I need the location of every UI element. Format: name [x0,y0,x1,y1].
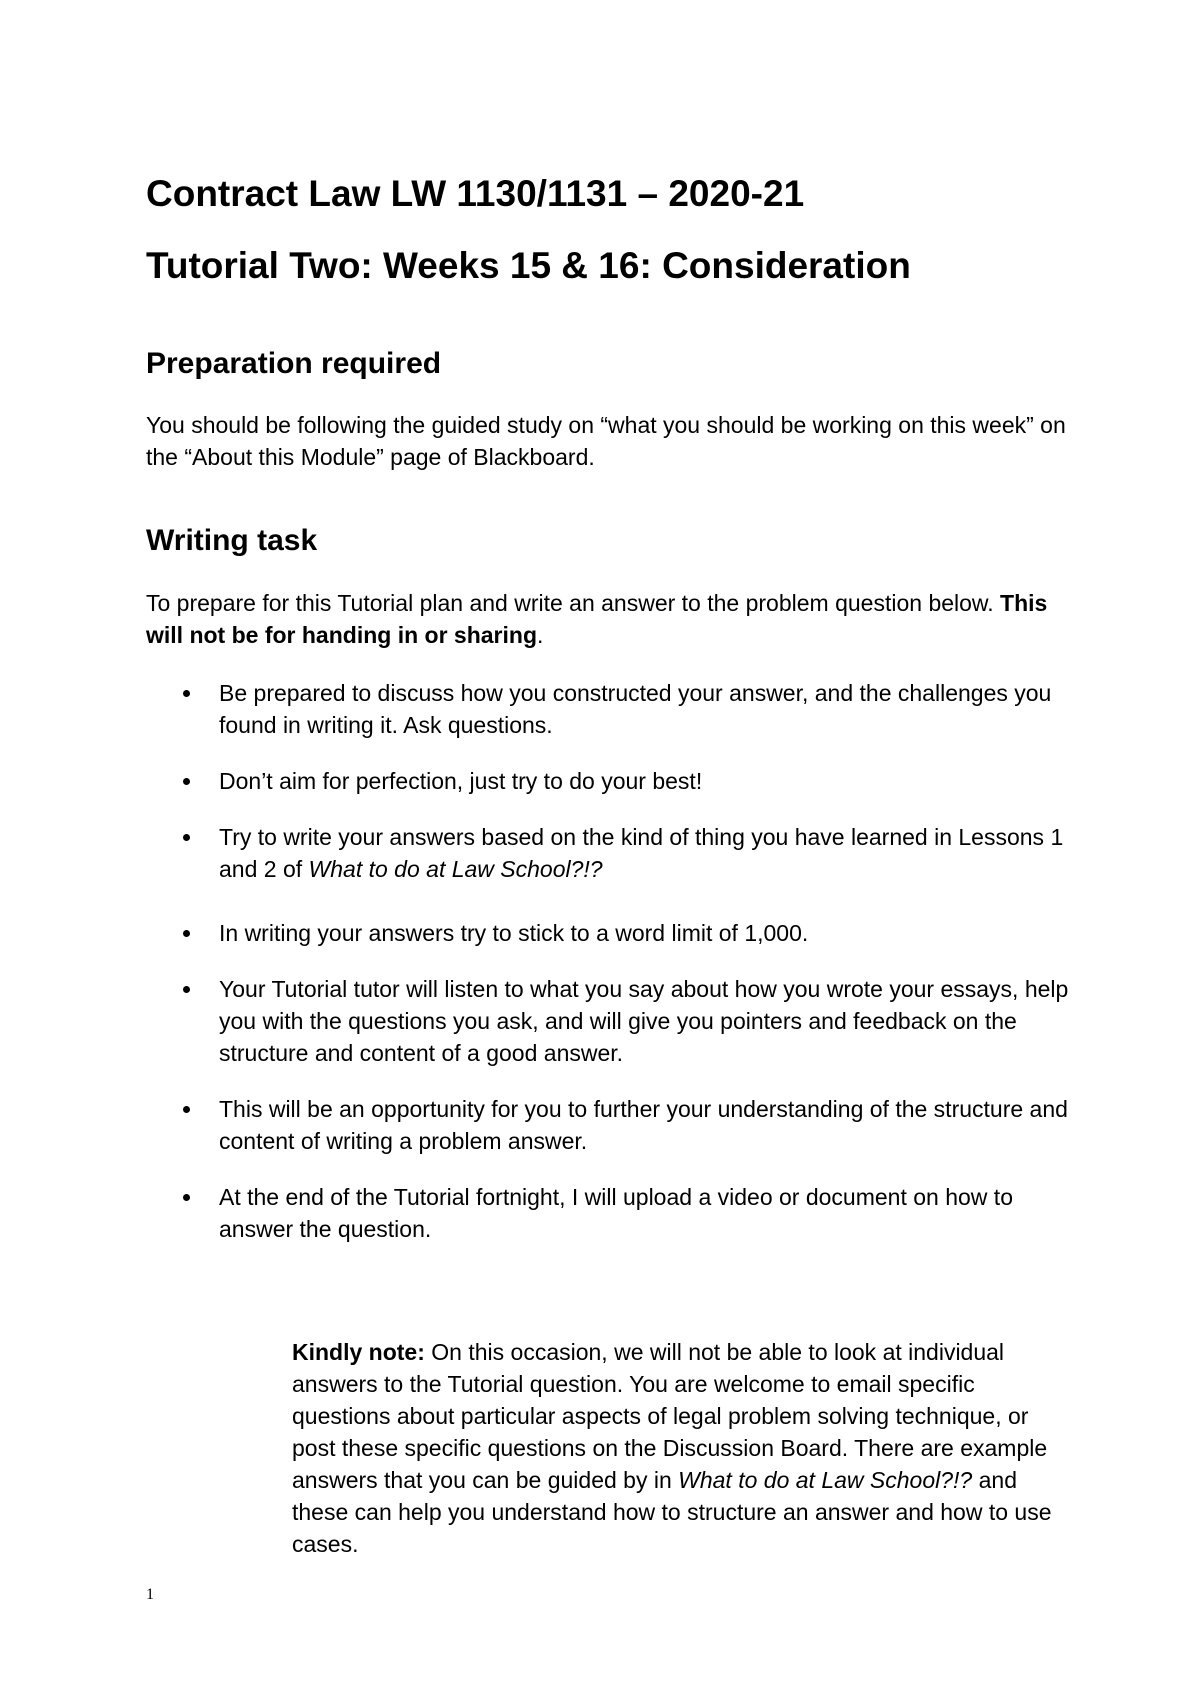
writing-task-intro [146,587,1076,651]
tutorial-title: Tutorial Two: Weeks 15 & 16: Consideration [146,245,911,286]
writing-task-heading: Writing task [146,524,318,557]
note-text-end: and these can help you understand how to structure an answer and how to use cases. [292,1467,1052,1557]
intro-text: To prepare for this Tutorial plan and write an answer to the problem question below. [146,590,1001,616]
bullet-text: Try to write your answers based on the kind of thing you have learned in Lessons 1 and 2 of [219,824,1064,882]
note-label: Kindly note: [292,1339,425,1365]
bullet-text: Be prepared to discuss how you constructed your answer, and the challenges you found in writing it. Ask questions. [219,680,1052,738]
document-title: Contract Law LW 1130/1131 – 2020-21 [146,173,805,214]
list-item [146,1093,1076,1157]
bullet-icon [183,778,190,785]
intro-end: . [537,622,544,648]
bullet-icon [183,834,190,841]
bullet-icon [183,930,190,937]
list-item [146,765,1076,797]
list-item [146,973,1076,1069]
preparation-heading: Preparation required [146,347,442,380]
bullet-text: Don’t aim for perfection, just try to do your best! [219,768,703,794]
intro-bold-text: This will not be for handing in or sharing [146,590,1048,648]
bullet-icon [183,986,190,993]
list-item [146,677,1076,741]
kindly-note [292,1336,1077,1560]
list-item [146,1181,1076,1245]
writing-task-bullets [146,677,1076,1269]
bullet-icon [183,1194,190,1201]
bullet-text: At the end of the Tutorial fortnight, I will upload a video or document on how to answer the question. [219,1184,1013,1242]
page-number: 1 [146,1586,154,1603]
book-title: What to do at Law School?!? [678,1467,973,1493]
list-item [146,917,1076,949]
preparation-text: You should be following the guided study on “what you should be working on this week” on the “About this Module” page of Blackboard. [146,412,1066,470]
bullet-text: In writing your answers try to stick to a word limit of 1,000. [219,920,809,946]
bullet-icon [183,690,190,697]
book-title: What to do at Law School?!? [308,856,603,882]
bullet-text: This will be an opportunity for you to further your understanding of the structure and content of writing a problem answer. [219,1096,1068,1154]
note-text: On this occasion, we will not be able to look at individual answers to the Tutorial question. You are welcome to email specific questions about particular aspects of legal problem solving technique, or post these specific questions on the Discussion Board. There are example answers that you can be guided by in [292,1339,1048,1493]
bullet-icon [183,1106,190,1113]
bullet-text: Your Tutorial tutor will listen to what you say about how you wrote your essays, help you with the questions you ask, and will give you pointers and feedback on the structure and content of a good answer. [219,976,1069,1066]
list-item [146,821,1076,885]
